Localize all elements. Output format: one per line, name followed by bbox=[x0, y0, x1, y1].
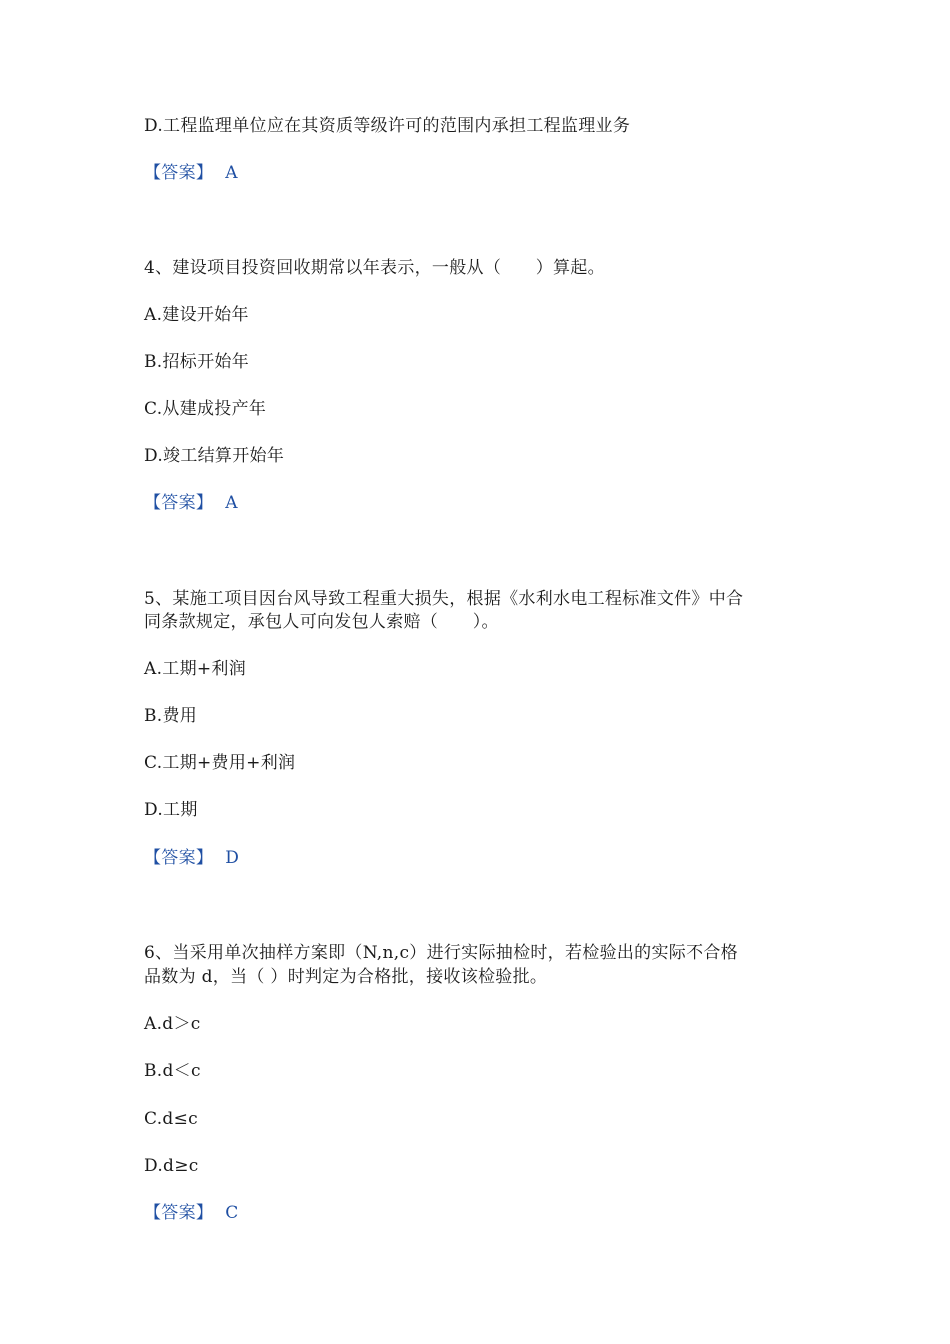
answer-label: 【答案】 bbox=[144, 1203, 214, 1223]
answer-label: 【答案】 bbox=[144, 493, 214, 513]
q4-option-b: B.招标开始年 bbox=[144, 352, 249, 372]
answer-value: D bbox=[225, 848, 240, 868]
answer-value: A bbox=[225, 163, 238, 183]
answer-label: 【答案】 bbox=[144, 848, 214, 868]
q5-option-d: D.工期 bbox=[144, 800, 198, 820]
q6-option-c: C.d≤c bbox=[144, 1109, 198, 1129]
q6-option-b: B.d＜c bbox=[144, 1061, 201, 1081]
q4-option-a: A.建设开始年 bbox=[144, 305, 249, 325]
q4-option-d: D.竣工结算开始年 bbox=[144, 446, 285, 466]
q5-option-c: C.工期+费用+利润 bbox=[144, 753, 296, 773]
q6-question-line2: 品数为 d，当（ ）时判定为合格批，接收该检验批。 bbox=[144, 967, 548, 987]
q3-option-d: D.工程监理单位应在其资质等级许可的范围内承担工程监理业务 bbox=[144, 116, 631, 136]
q5-answer bbox=[144, 845, 239, 871]
answer-value: C bbox=[225, 1203, 239, 1223]
q5-question-line1: 5、某施工项目因台风导致工程重大损失，根据《水利水电工程标准文件》中合 bbox=[144, 589, 744, 609]
q5-option-a: A.工期+利润 bbox=[144, 659, 247, 679]
q6-option-a: A.d＞c bbox=[144, 1014, 201, 1034]
answer-label: 【答案】 bbox=[144, 163, 214, 183]
q6-option-d: D.d≥c bbox=[144, 1156, 199, 1176]
q5-option-b: B.费用 bbox=[144, 706, 198, 726]
q3-answer bbox=[144, 160, 238, 186]
q6-answer bbox=[144, 1200, 239, 1226]
q4-option-c: C.从建成投产年 bbox=[144, 399, 267, 419]
answer-value: A bbox=[225, 493, 238, 513]
q5-question-line2: 同条款规定，承包人可向发包人索赔（ ）。 bbox=[144, 612, 499, 632]
q4-question: 4、建设项目投资回收期常以年表示，一般从（ ）算起。 bbox=[144, 258, 605, 278]
q4-answer bbox=[144, 490, 238, 516]
q6-question-line1: 6、当采用单次抽样方案即（N,n,c）进行实际抽检时，若检验出的实际不合格 bbox=[144, 943, 738, 963]
